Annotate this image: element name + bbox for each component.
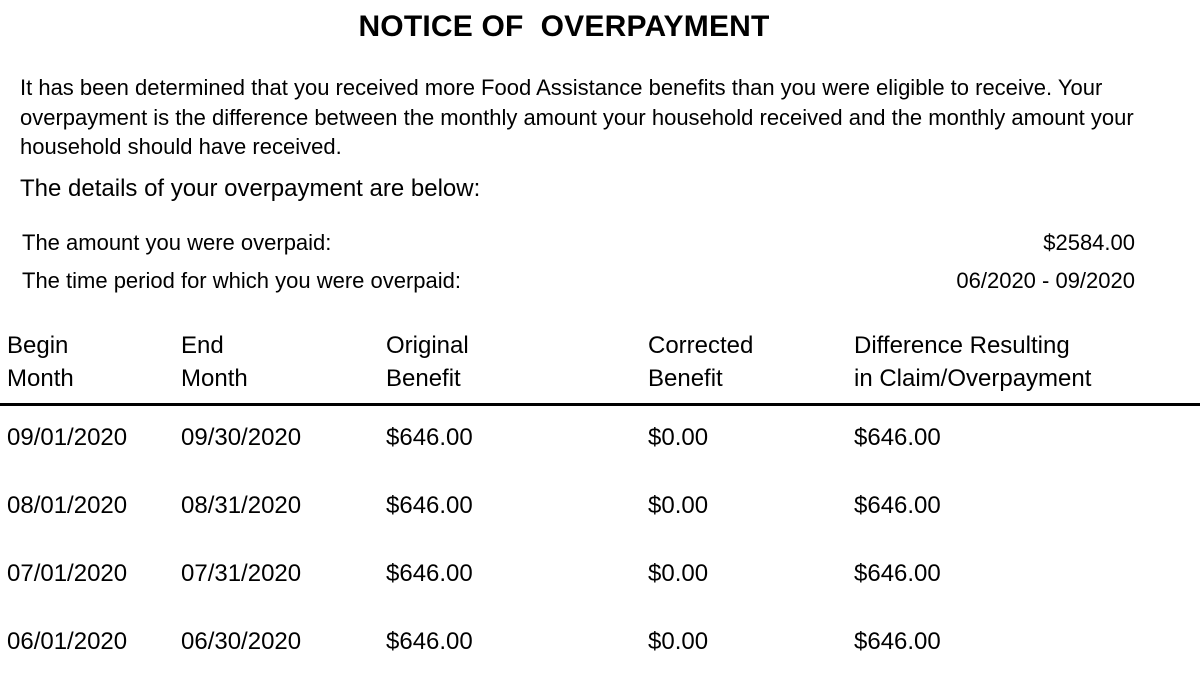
intro-paragraph: It has been determined that you received more Food Assistance benefits than you were eligible to receive. Your overpayment is the difference between the monthly amount your household received and the monthly amount your household should have received. xyxy=(20,75,1134,159)
cell-begin-month: 09/01/2020 xyxy=(7,424,128,451)
overpaid-period-label: The time period for which you were overpaid: xyxy=(22,268,461,293)
cell-corrected-benefit: $0.00 xyxy=(648,492,709,519)
cell-begin-month: 07/01/2020 xyxy=(7,560,128,587)
details-heading: The details of your overpayment are below: xyxy=(20,175,481,202)
overpaid-amount-label: The amount you were overpaid: xyxy=(22,230,332,255)
cell-end-month: 06/30/2020 xyxy=(181,628,302,655)
cell-end-month: 08/31/2020 xyxy=(181,492,302,519)
header-begin-month-line2: Month xyxy=(7,365,74,392)
cell-original-benefit: $646.00 xyxy=(386,560,473,587)
cell-begin-month: 08/01/2020 xyxy=(7,492,128,519)
header-end-month-line2: Month xyxy=(181,365,248,392)
header-original-benefit-line2: Benefit xyxy=(386,365,461,392)
cell-end-month: 07/31/2020 xyxy=(181,560,302,587)
table-header xyxy=(0,329,1200,406)
header-difference-line2: in Claim/Overpayment xyxy=(854,365,1092,392)
header-end-month xyxy=(181,329,248,395)
cell-original-benefit: $646.00 xyxy=(386,424,473,451)
cell-begin-month: 06/01/2020 xyxy=(7,628,128,655)
header-begin-month-line1: Begin xyxy=(7,332,69,359)
header-begin-month xyxy=(7,329,74,395)
header-difference-line1: Difference Resulting xyxy=(854,332,1070,359)
overpaid-period-row xyxy=(22,268,1135,294)
header-difference xyxy=(854,329,1091,395)
table-body xyxy=(0,406,1200,678)
header-corrected-benefit-line1: Corrected xyxy=(648,332,754,359)
header-original-benefit xyxy=(386,329,469,395)
table-row xyxy=(0,610,1200,678)
overpayment-table xyxy=(0,329,1200,678)
overpaid-period-value: 06/2020 - 09/2020 xyxy=(956,268,1135,293)
header-corrected-benefit-line2: Benefit xyxy=(648,365,723,392)
cell-original-benefit: $646.00 xyxy=(386,628,473,655)
header-corrected-benefit xyxy=(648,329,753,395)
table-row xyxy=(0,406,1200,474)
cell-end-month: 09/30/2020 xyxy=(181,424,302,451)
cell-original-benefit: $646.00 xyxy=(386,492,473,519)
table-row xyxy=(0,542,1200,610)
cell-corrected-benefit: $0.00 xyxy=(648,424,709,451)
overpaid-amount-value: $2584.00 xyxy=(1043,230,1135,255)
table-row xyxy=(0,474,1200,542)
cell-corrected-benefit: $0.00 xyxy=(648,560,709,587)
header-original-benefit-line1: Original xyxy=(386,332,469,359)
cell-difference: $646.00 xyxy=(854,628,941,655)
cell-difference: $646.00 xyxy=(854,424,941,451)
overpaid-amount-row xyxy=(22,230,1135,256)
cell-difference: $646.00 xyxy=(854,492,941,519)
notice-title: NOTICE OF OVERPAYMENT xyxy=(358,10,770,43)
cell-difference: $646.00 xyxy=(854,560,941,587)
cell-corrected-benefit: $0.00 xyxy=(648,628,709,655)
header-end-month-line1: End xyxy=(181,332,224,359)
